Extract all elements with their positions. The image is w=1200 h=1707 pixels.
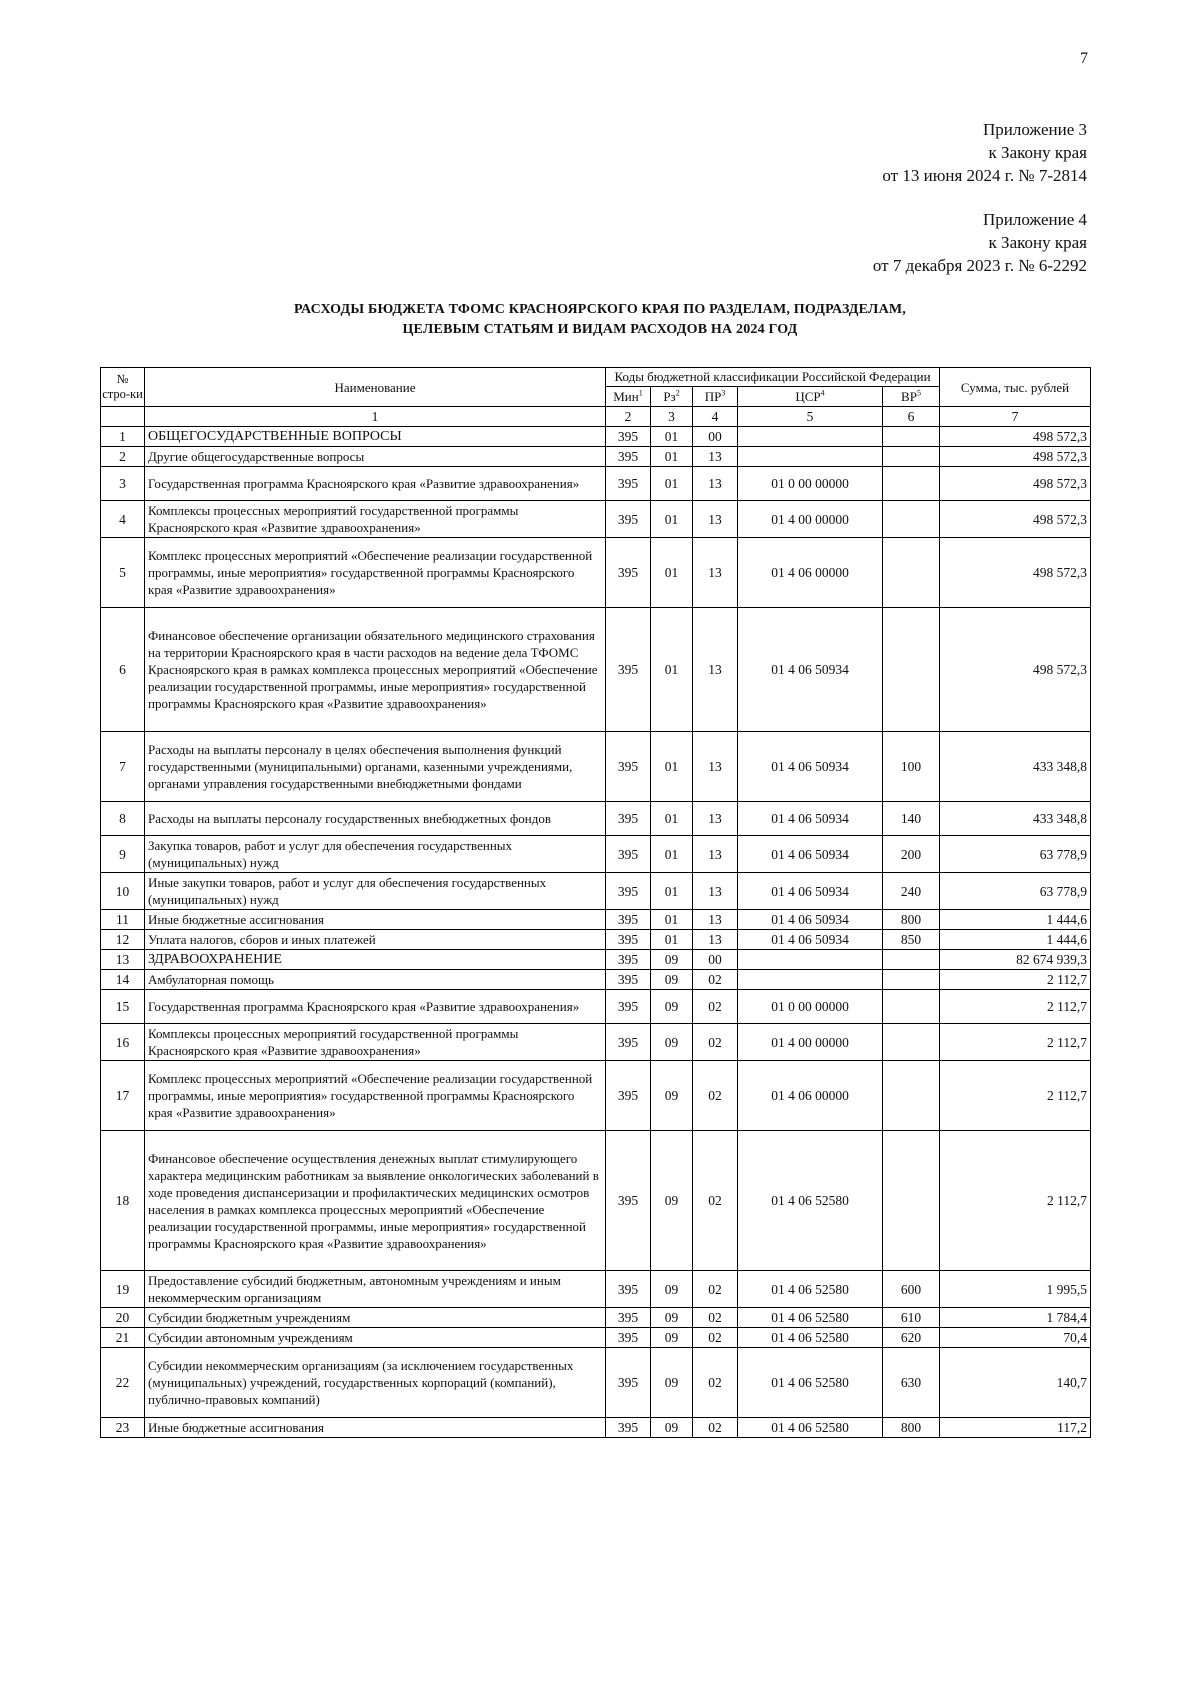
row-csr-code: 01 4 06 50934 — [738, 930, 883, 950]
row-sum: 433 348,8 — [940, 802, 1091, 836]
row-rz-code: 01 — [651, 608, 693, 732]
row-sum: 433 348,8 — [940, 732, 1091, 802]
row-vr-code — [883, 1061, 940, 1131]
row-rz-code: 09 — [651, 1418, 693, 1438]
table-row — [101, 802, 1091, 836]
row-rz-code: 01 — [651, 802, 693, 836]
row-pr-code: 13 — [693, 538, 738, 608]
row-sum: 63 778,9 — [940, 836, 1091, 873]
row-number: 5 — [101, 538, 145, 608]
row-pr-code: 13 — [693, 910, 738, 930]
row-vr-code: 800 — [883, 910, 940, 930]
row-number: 21 — [101, 1328, 145, 1348]
row-min-code: 395 — [606, 427, 651, 447]
row-pr-code: 13 — [693, 732, 738, 802]
row-rz-code: 01 — [651, 427, 693, 447]
row-rz-code: 01 — [651, 538, 693, 608]
document-title-line2: ЦЕЛЕВЫМ СТАТЬЯМ И ВИДАМ РАСХОДОВ НА 2024 ГОД — [402, 322, 798, 337]
table-row — [101, 1271, 1091, 1308]
row-min-code: 395 — [606, 1271, 651, 1308]
header-vr: $ВР^5$ — [883, 387, 940, 407]
table-row — [101, 1328, 1091, 1348]
row-vr-code: 850 — [883, 930, 940, 950]
column-index: 2 — [606, 407, 651, 427]
row-min-code: 395 — [606, 990, 651, 1024]
row-rz-code: 09 — [651, 1348, 693, 1418]
row-min-code: 395 — [606, 802, 651, 836]
row-csr-code: 01 0 00 00000 — [738, 467, 883, 501]
column-index: 5 — [738, 407, 883, 427]
row-pr-code: 02 — [693, 1131, 738, 1271]
table-row — [101, 467, 1091, 501]
row-rz-code: 01 — [651, 930, 693, 950]
column-index: 3 — [651, 407, 693, 427]
row-number: 1 — [101, 427, 145, 447]
row-vr-code — [883, 538, 940, 608]
row-name: Расходы на выплаты персоналу в целях обеспечения выполнения функций государственными (муниципальными) органами, казенными учреждениями, органами управления государственными внебюджетными фондами — [145, 732, 606, 802]
row-vr-code: 600 — [883, 1271, 940, 1308]
row-number: 19 — [101, 1271, 145, 1308]
row-rz-code: 01 — [651, 501, 693, 538]
row-number: 16 — [101, 1024, 145, 1061]
row-name: Финансовое обеспечение осуществления денежных выплат стимулирующего характера медицинским работникам за выявление онкологических заболеваний в ходе проведения диспансеризации и профилактических медицинских осмотров населения в рамках комплекса процессных мероприятий «Обеспечение реализации государственной программы, иные мероприятия» государственной программы Красноярского края «Развитие здравоохранения» — [145, 1131, 606, 1271]
row-csr-code — [738, 970, 883, 990]
row-name: Субсидии автономным учреждениям — [145, 1328, 606, 1348]
row-name: Субсидии некоммерческим организациям (за исключением государственных (муниципальных) учреждений, государственных корпораций (компаний), публично-правовых компаний) — [145, 1348, 606, 1418]
row-vr-code: 140 — [883, 802, 940, 836]
row-rz-code: 09 — [651, 1328, 693, 1348]
row-min-code: 395 — [606, 1328, 651, 1348]
row-number: 22 — [101, 1348, 145, 1418]
row-pr-code: 02 — [693, 1308, 738, 1328]
row-csr-code — [738, 950, 883, 970]
row-number: 15 — [101, 990, 145, 1024]
annex-previous-line3: от 7 декабря 2023 г. № 6-2292 — [872, 256, 1087, 275]
column-index-row — [101, 407, 1091, 427]
row-pr-code: 13 — [693, 836, 738, 873]
row-vr-code: 100 — [883, 732, 940, 802]
row-vr-code — [883, 1131, 940, 1271]
row-vr-code — [883, 950, 940, 970]
row-rz-code: 01 — [651, 732, 693, 802]
row-name: Иные бюджетные ассигнования — [145, 910, 606, 930]
header-pr: $ПР^3$ — [693, 387, 738, 407]
row-pr-code: 00 — [693, 427, 738, 447]
row-vr-code — [883, 427, 940, 447]
row-min-code: 395 — [606, 873, 651, 910]
page-number: 7 — [1080, 50, 1088, 67]
annex-current — [882, 118, 1087, 187]
row-number: 6 — [101, 608, 145, 732]
row-min-code: 395 — [606, 910, 651, 930]
row-vr-code — [883, 990, 940, 1024]
row-sum: 498 572,3 — [940, 427, 1091, 447]
row-pr-code: 02 — [693, 1271, 738, 1308]
table-row — [101, 1061, 1091, 1131]
row-sum: 140,7 — [940, 1348, 1091, 1418]
row-rz-code: 09 — [651, 970, 693, 990]
row-pr-code: 02 — [693, 1061, 738, 1131]
row-pr-code: 13 — [693, 467, 738, 501]
row-number: 4 — [101, 501, 145, 538]
row-number: 10 — [101, 873, 145, 910]
row-rz-code: 01 — [651, 447, 693, 467]
row-number: 17 — [101, 1061, 145, 1131]
table-row — [101, 836, 1091, 873]
row-vr-code: 200 — [883, 836, 940, 873]
row-rz-code: 09 — [651, 1131, 693, 1271]
row-csr-code: 01 4 00 00000 — [738, 1024, 883, 1061]
row-csr-code: 01 4 06 52580 — [738, 1271, 883, 1308]
row-number: 13 — [101, 950, 145, 970]
table-row — [101, 427, 1091, 447]
row-vr-code: 610 — [883, 1308, 940, 1328]
row-vr-code: 630 — [883, 1348, 940, 1418]
row-csr-code — [738, 447, 883, 467]
row-sum: 1 444,6 — [940, 910, 1091, 930]
row-rz-code: 09 — [651, 1024, 693, 1061]
row-min-code: 395 — [606, 1308, 651, 1328]
row-name: Субсидии бюджетным учреждениям — [145, 1308, 606, 1328]
row-min-code: 395 — [606, 467, 651, 501]
row-rz-code: 09 — [651, 1271, 693, 1308]
row-vr-code — [883, 501, 940, 538]
row-sum: 1 444,6 — [940, 930, 1091, 950]
table-row — [101, 447, 1091, 467]
table-row — [101, 990, 1091, 1024]
row-csr-code: 01 4 06 50934 — [738, 873, 883, 910]
row-pr-code: 02 — [693, 1328, 738, 1348]
row-name: Государственная программа Красноярского края «Развитие здравоохранения» — [145, 467, 606, 501]
annex-current-line1: Приложение 3 — [983, 120, 1087, 139]
table-row — [101, 732, 1091, 802]
row-pr-code: 02 — [693, 990, 738, 1024]
row-sum: 2 112,7 — [940, 990, 1091, 1024]
table-row — [101, 1418, 1091, 1438]
document-title — [0, 300, 1200, 340]
row-csr-code: 01 4 06 52580 — [738, 1131, 883, 1271]
row-number: 7 — [101, 732, 145, 802]
table-row — [101, 910, 1091, 930]
row-name: Комплекс процессных мероприятий «Обеспечение реализации государственной программы, иные мероприятия» государственной программы Красноярского края «Развитие здравоохранения» — [145, 1061, 606, 1131]
row-min-code: 395 — [606, 447, 651, 467]
row-csr-code: 01 4 06 52580 — [738, 1348, 883, 1418]
row-pr-code: 13 — [693, 873, 738, 910]
row-csr-code: 01 4 06 50934 — [738, 836, 883, 873]
row-pr-code: 02 — [693, 1418, 738, 1438]
row-min-code: 395 — [606, 836, 651, 873]
header-csr: ЦСР$^4$ — [738, 387, 883, 407]
row-pr-code: 13 — [693, 930, 738, 950]
row-csr-code: 01 4 00 00000 — [738, 501, 883, 538]
row-min-code: 395 — [606, 950, 651, 970]
header-min: Мин$^1$ — [606, 387, 651, 407]
row-vr-code: 620 — [883, 1328, 940, 1348]
row-name: Другие общегосударственные вопросы — [145, 447, 606, 467]
row-sum: 1 995,5 — [940, 1271, 1091, 1308]
table-row — [101, 608, 1091, 732]
budget-table — [100, 367, 1091, 1438]
row-number: 3 — [101, 467, 145, 501]
row-sum: 2 112,7 — [940, 970, 1091, 990]
row-rz-code: 01 — [651, 910, 693, 930]
row-vr-code — [883, 447, 940, 467]
row-sum: 70,4 — [940, 1328, 1091, 1348]
row-name: Закупка товаров, работ и услуг для обеспечения государственных (муниципальных) нужд — [145, 836, 606, 873]
row-rz-code: 09 — [651, 1061, 693, 1131]
row-number: 11 — [101, 910, 145, 930]
row-number: 14 — [101, 970, 145, 990]
row-vr-code — [883, 608, 940, 732]
row-number: 12 — [101, 930, 145, 950]
row-csr-code — [738, 427, 883, 447]
row-csr-code: 01 4 06 52580 — [738, 1328, 883, 1348]
row-name: Комплексы процессных мероприятий государственной программы Красноярского края «Развитие здравоохранения» — [145, 1024, 606, 1061]
row-pr-code: 13 — [693, 608, 738, 732]
row-min-code: 395 — [606, 970, 651, 990]
row-min-code: 395 — [606, 1348, 651, 1418]
row-sum: 117,2 — [940, 1418, 1091, 1438]
row-csr-code: 01 4 06 50934 — [738, 732, 883, 802]
row-name: Иные закупки товаров, работ и услуг для обеспечения государственных (муниципальных) нужд — [145, 873, 606, 910]
row-name: Финансовое обеспечение организации обязательного медицинского страхования на территории Красноярского края в части расходов на ведение дела ТФОМС Красноярского края в рамках комплекса процессных мероприятий «Обеспечение реализации государственной программы, иные мероприятия» государственной программы Красноярского края «Развитие здравоохранения» — [145, 608, 606, 732]
row-min-code: 395 — [606, 538, 651, 608]
row-vr-code — [883, 970, 940, 990]
table-row — [101, 538, 1091, 608]
row-number: 18 — [101, 1131, 145, 1271]
row-min-code: 395 — [606, 1131, 651, 1271]
row-number: 8 — [101, 802, 145, 836]
row-sum: 2 112,7 — [940, 1061, 1091, 1131]
table-row — [101, 1131, 1091, 1271]
row-csr-code: 01 4 06 52580 — [738, 1308, 883, 1328]
row-sum: 498 572,3 — [940, 467, 1091, 501]
row-name: Амбулаторная помощь — [145, 970, 606, 990]
row-min-code: 395 — [606, 1061, 651, 1131]
row-name: ОБЩЕГОСУДАРСТВЕННЫЕ ВОПРОСЫ — [145, 427, 606, 447]
column-index-empty — [101, 407, 145, 427]
header-sum: Сумма, тыс. рублей — [940, 368, 1091, 407]
row-name: Расходы на выплаты персоналу государственных внебюджетных фондов — [145, 802, 606, 836]
row-sum: 1 784,4 — [940, 1308, 1091, 1328]
row-pr-code: 13 — [693, 802, 738, 836]
row-vr-code: 800 — [883, 1418, 940, 1438]
header-name: Наименование — [145, 368, 606, 407]
row-sum: 82 674 939,3 — [940, 950, 1091, 970]
annex-previous-line2: к Закону края — [988, 233, 1087, 252]
table-header-row — [101, 368, 1091, 387]
column-index: 1 — [145, 407, 606, 427]
header-rz: $Рз^2$ — [651, 387, 693, 407]
row-sum: 498 572,3 — [940, 447, 1091, 467]
row-sum: 498 572,3 — [940, 538, 1091, 608]
row-sum: 2 112,7 — [940, 1024, 1091, 1061]
row-csr-code: 01 4 06 50934 — [738, 608, 883, 732]
row-csr-code: 01 0 00 00000 — [738, 990, 883, 1024]
row-name: Государственная программа Красноярского края «Развитие здравоохранения» — [145, 990, 606, 1024]
row-csr-code: 01 4 06 00000 — [738, 1061, 883, 1131]
row-csr-code: 01 4 06 52580 — [738, 1418, 883, 1438]
row-rz-code: 09 — [651, 990, 693, 1024]
row-sum: 2 112,7 — [940, 1131, 1091, 1271]
header-codes-group: Коды бюджетной классификации Российской Федерации — [606, 368, 940, 387]
row-name: Комплекс процессных мероприятий «Обеспечение реализации государственной программы, иные мероприятия» государственной программы Красноярского края «Развитие здравоохранения» — [145, 538, 606, 608]
row-vr-code — [883, 1024, 940, 1061]
table-row — [101, 1024, 1091, 1061]
table-row — [101, 930, 1091, 950]
row-name: Уплата налогов, сборов и иных платежей — [145, 930, 606, 950]
annex-current-line2: к Закону края — [988, 143, 1087, 162]
row-rz-code: 09 — [651, 950, 693, 970]
row-name: Комплексы процессных мероприятий государственной программы Красноярского края «Развитие здравоохранения» — [145, 501, 606, 538]
document-title-line1: РАСХОДЫ БЮДЖЕТА ТФОМС КРАСНОЯРСКОГО КРАЯ ПО РАЗДЕЛАМ, ПОДРАЗДЕЛАМ, — [294, 302, 906, 317]
row-number: 9 — [101, 836, 145, 873]
row-csr-code: 01 4 06 50934 — [738, 802, 883, 836]
row-vr-code: 240 — [883, 873, 940, 910]
row-min-code: 395 — [606, 1418, 651, 1438]
row-min-code: 395 — [606, 501, 651, 538]
table-row — [101, 970, 1091, 990]
table-row — [101, 950, 1091, 970]
column-index: 6 — [883, 407, 940, 427]
row-csr-code: 01 4 06 50934 — [738, 910, 883, 930]
row-pr-code: 13 — [693, 447, 738, 467]
annex-previous-line1: Приложение 4 — [983, 210, 1087, 229]
row-pr-code: 02 — [693, 970, 738, 990]
row-rz-code: 01 — [651, 873, 693, 910]
row-name: ЗДРАВООХРАНЕНИЕ — [145, 950, 606, 970]
row-rz-code: 01 — [651, 836, 693, 873]
row-min-code: 395 — [606, 1024, 651, 1061]
table-row — [101, 873, 1091, 910]
header-row-no: № стро-ки — [101, 368, 145, 407]
row-sum: 498 572,3 — [940, 501, 1091, 538]
row-name: Предоставление субсидий бюджетным, автономным учреждениям и иным некоммерческим организациям — [145, 1271, 606, 1308]
table-row — [101, 1308, 1091, 1328]
row-rz-code: 01 — [651, 467, 693, 501]
annex-current-line3: от 13 июня 2024 г. № 7-2814 — [882, 166, 1087, 185]
row-pr-code: 00 — [693, 950, 738, 970]
annex-previous — [873, 208, 1087, 277]
row-sum: 498 572,3 — [940, 608, 1091, 732]
row-pr-code: 02 — [693, 1024, 738, 1061]
row-name: Иные бюджетные ассигнования — [145, 1418, 606, 1438]
table-row — [101, 501, 1091, 538]
row-sum: 63 778,9 — [940, 873, 1091, 910]
row-number: 2 — [101, 447, 145, 467]
row-number: 20 — [101, 1308, 145, 1328]
row-pr-code: 02 — [693, 1348, 738, 1418]
column-index: 4 — [693, 407, 738, 427]
row-csr-code: 01 4 06 00000 — [738, 538, 883, 608]
column-index: 7 — [940, 407, 1091, 427]
row-min-code: 395 — [606, 732, 651, 802]
table-row — [101, 1348, 1091, 1418]
row-vr-code — [883, 467, 940, 501]
row-number: 23 — [101, 1418, 145, 1438]
row-rz-code: 09 — [651, 1308, 693, 1328]
row-min-code: 395 — [606, 930, 651, 950]
row-pr-code: 13 — [693, 501, 738, 538]
row-min-code: 395 — [606, 608, 651, 732]
